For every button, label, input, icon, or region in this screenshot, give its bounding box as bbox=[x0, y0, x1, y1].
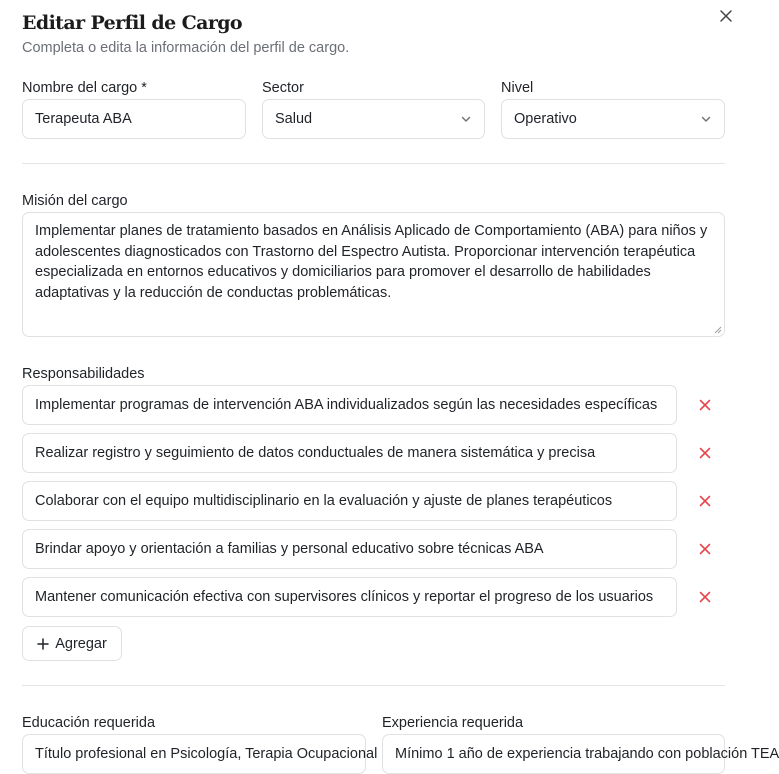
nivel-select[interactable] bbox=[501, 99, 725, 139]
educacion-input[interactable] bbox=[22, 734, 378, 774]
responsabilidad-value: Realizar registro y seguimiento de datos conductuales de manera sistemática y precisa bbox=[35, 445, 596, 461]
dialog-subtitle: Completa o edita la información del perfil de cargo. bbox=[22, 40, 350, 56]
remove-responsabilidad-button[interactable] bbox=[695, 443, 715, 463]
x-icon bbox=[699, 447, 711, 459]
remove-responsabilidad-button[interactable] bbox=[695, 539, 715, 559]
responsabilidades-label: Responsabilidades bbox=[22, 366, 145, 382]
experiencia-label: Experiencia requerida bbox=[382, 715, 524, 731]
responsabilidad-input[interactable] bbox=[22, 577, 677, 617]
remove-responsabilidad-button[interactable] bbox=[695, 587, 715, 607]
educacion-label: Educación requerida bbox=[22, 715, 156, 731]
sector-label: Sector bbox=[262, 80, 304, 96]
nombre-input[interactable] bbox=[22, 99, 246, 139]
experiencia-value: Mínimo 1 año de experiencia trabajando con población TEA bbox=[395, 746, 779, 762]
section-divider bbox=[22, 685, 725, 686]
responsabilidad-input[interactable] bbox=[22, 481, 677, 521]
x-icon bbox=[699, 591, 711, 603]
responsabilidad-value: Implementar programas de intervención ABA individualizados según las necesidades específicas bbox=[35, 397, 658, 413]
add-responsabilidad-button[interactable] bbox=[22, 626, 122, 661]
chevron-down-icon bbox=[460, 113, 472, 125]
educacion-value: Título profesional en Psicología, Terapia Ocupacional bbox=[35, 746, 378, 762]
add-button-label: Agregar bbox=[55, 635, 107, 652]
close-button[interactable] bbox=[716, 6, 736, 26]
sector-value: Salud bbox=[275, 111, 313, 127]
responsabilidad-value: Mantener comunicación efectiva con supervisores clínicos y reportar el progreso de los usuarios bbox=[35, 589, 654, 605]
plus-icon bbox=[37, 638, 49, 650]
remove-responsabilidad-button[interactable] bbox=[695, 491, 715, 511]
x-icon bbox=[699, 495, 711, 507]
sector-select[interactable] bbox=[262, 99, 485, 139]
mision-textarea[interactable] bbox=[22, 212, 725, 337]
dialog-title: Editar Perfil de Cargo bbox=[22, 12, 242, 34]
nombre-label: Nombre del cargo * bbox=[22, 80, 147, 96]
responsabilidad-input[interactable] bbox=[22, 529, 677, 569]
responsabilidad-value: Colaborar con el equipo multidisciplinario en la evaluación y ajuste de planes terapéuticos bbox=[35, 493, 613, 509]
responsabilidad-value: Brindar apoyo y orientación a familias y personal educativo sobre técnicas ABA bbox=[35, 541, 544, 557]
responsabilidad-input[interactable] bbox=[22, 433, 677, 473]
responsabilidad-input[interactable] bbox=[22, 385, 677, 425]
mision-label: Misión del cargo bbox=[22, 193, 128, 209]
x-icon bbox=[699, 543, 711, 555]
remove-responsabilidad-button[interactable] bbox=[695, 395, 715, 415]
close-icon bbox=[720, 10, 732, 22]
mision-value: Implementar planes de tratamiento basados en Análisis Aplicado de Comportamiento (ABA) para niños y adolescentes diagnosticados con Trastorno del Espectro Autista. Proporcionar intervención terapéutica especializada en entornos educativos y domiciliarios para promover el desarrollo de habilidades adaptativas y la reducción de conductas problemáticas. bbox=[35, 223, 708, 301]
nivel-value: Operativo bbox=[514, 111, 577, 127]
resize-handle-icon[interactable] bbox=[714, 326, 722, 334]
chevron-down-icon bbox=[700, 113, 712, 125]
experiencia-input[interactable] bbox=[382, 734, 779, 774]
section-divider bbox=[22, 163, 725, 164]
nombre-value: Terapeuta ABA bbox=[35, 111, 132, 127]
nivel-label: Nivel bbox=[501, 80, 534, 96]
x-icon bbox=[699, 399, 711, 411]
